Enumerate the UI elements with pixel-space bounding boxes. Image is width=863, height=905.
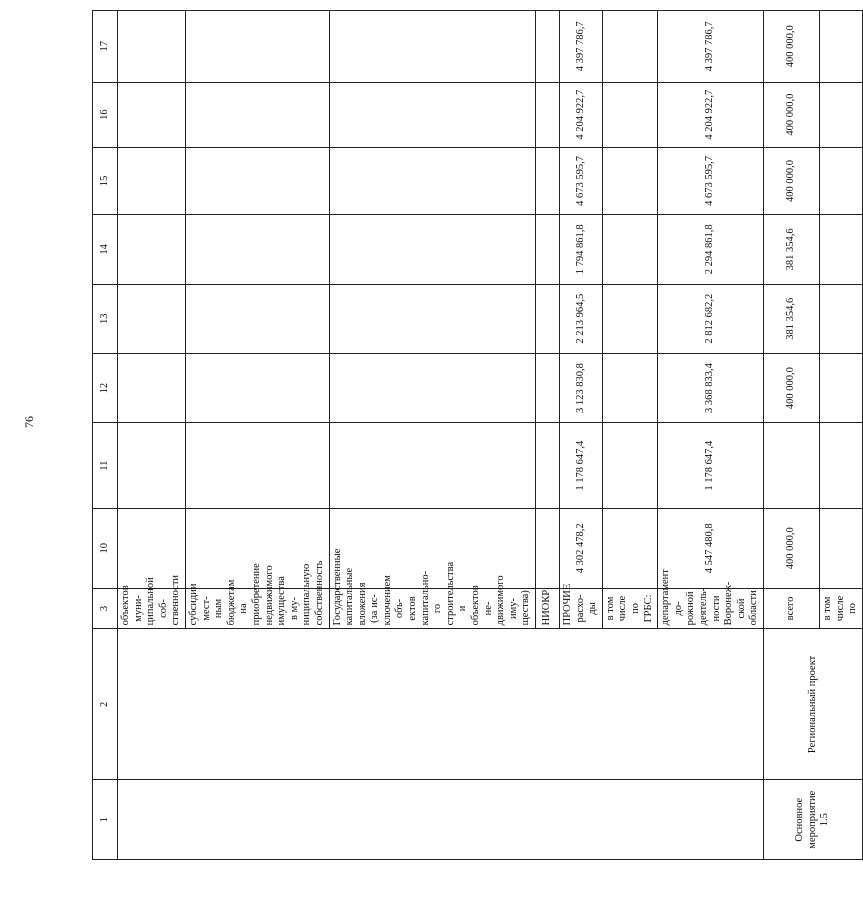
value-cell bbox=[602, 82, 657, 147]
page-number: 76 bbox=[22, 416, 36, 428]
header-cell: 14 bbox=[93, 215, 118, 284]
measure-title-cell: Региональный проект bbox=[763, 629, 862, 780]
value-cell bbox=[819, 82, 862, 147]
value-cell bbox=[602, 147, 657, 214]
value-cell: 4 673 595,7 bbox=[560, 147, 603, 214]
value-cell bbox=[536, 353, 560, 422]
value-cell bbox=[118, 147, 186, 214]
value-cell bbox=[329, 215, 536, 284]
value-cell bbox=[819, 284, 862, 353]
value-cell bbox=[819, 11, 862, 83]
value-cell: 4 204 922,7 bbox=[658, 82, 764, 147]
value-cell bbox=[118, 215, 186, 284]
header-cell: 17 bbox=[93, 11, 118, 83]
header-cell: 2 bbox=[93, 629, 118, 780]
row-label: НИОКР bbox=[536, 588, 560, 629]
value-cell bbox=[329, 82, 536, 147]
value-cell bbox=[118, 284, 186, 353]
value-cell bbox=[118, 82, 186, 147]
header-cell: 1 bbox=[93, 780, 118, 860]
value-cell bbox=[185, 215, 329, 284]
value-cell bbox=[185, 353, 329, 422]
row-label: объектов муни-ципальной соб-ственности bbox=[118, 588, 186, 629]
row-label: всего bbox=[763, 588, 819, 629]
value-cell bbox=[536, 147, 560, 214]
value-cell: 4 204 922,7 bbox=[560, 82, 603, 147]
header-cell: 3 bbox=[93, 588, 118, 629]
value-cell: 381 354,6 bbox=[763, 284, 819, 353]
empty-group-cell bbox=[118, 629, 764, 780]
value-cell bbox=[602, 284, 657, 353]
header-cell: 12 bbox=[93, 353, 118, 422]
value-cell bbox=[329, 11, 536, 83]
header-row bbox=[93, 11, 118, 860]
value-cell bbox=[329, 353, 536, 422]
value-cell: 381 354,6 bbox=[763, 215, 819, 284]
value-cell: 2 213 964,5 bbox=[560, 284, 603, 353]
value-cell: 3 123 830,8 bbox=[560, 353, 603, 422]
value-cell bbox=[602, 215, 657, 284]
measure-name-cell: Основное мероприятие 1.5 bbox=[763, 780, 862, 860]
value-cell: 4 302 478,2 bbox=[560, 508, 603, 588]
value-cell bbox=[118, 423, 186, 509]
value-cell bbox=[602, 11, 657, 83]
value-cell: 400 000,0 bbox=[763, 353, 819, 422]
header-cell: 13 bbox=[93, 284, 118, 353]
row-label: в том числе по ГРБС: bbox=[602, 588, 657, 629]
header-cell: 16 bbox=[93, 82, 118, 147]
value-cell bbox=[819, 423, 862, 509]
row-label: субсидии мест-ным бюджетам на приобретение недвижимого имущества в му-ниципальную собственность bbox=[185, 588, 329, 629]
value-cell bbox=[763, 423, 819, 509]
value-cell: 400 000,0 bbox=[763, 508, 819, 588]
value-cell: 400 000,0 bbox=[763, 82, 819, 147]
row-label: в том числе по bbox=[819, 588, 862, 629]
value-cell bbox=[118, 353, 186, 422]
value-cell bbox=[536, 82, 560, 147]
value-cell: 4 397 786,7 bbox=[658, 11, 764, 83]
header-cell: 15 bbox=[93, 147, 118, 214]
row-label: ПРОЧИЕ расхо-ды bbox=[560, 588, 603, 629]
value-cell: 2 812 682,2 bbox=[658, 284, 764, 353]
table-row bbox=[118, 11, 186, 860]
header-cell: 10 bbox=[93, 508, 118, 588]
value-cell bbox=[118, 11, 186, 83]
value-cell bbox=[185, 82, 329, 147]
value-cell bbox=[536, 284, 560, 353]
table-row bbox=[763, 11, 819, 860]
value-cell bbox=[329, 284, 536, 353]
value-cell bbox=[819, 147, 862, 214]
value-cell: 2 294 861,8 bbox=[658, 215, 764, 284]
value-cell bbox=[185, 284, 329, 353]
value-cell: 400 000,0 bbox=[763, 147, 819, 214]
value-cell bbox=[185, 11, 329, 83]
value-cell: 4 673 595,7 bbox=[658, 147, 764, 214]
row-label: департамент до-рожной деятель-ности Воронеж-ской области bbox=[658, 588, 764, 629]
value-cell bbox=[819, 353, 862, 422]
row-label: Государственные капитальные вложения (за ис-ключением объ-ектов капитально-го строительства и объектов не-движимого иму-щества) bbox=[329, 588, 536, 629]
value-cell: 1 794 861,8 bbox=[560, 215, 603, 284]
value-cell bbox=[185, 147, 329, 214]
value-cell bbox=[536, 11, 560, 83]
value-cell bbox=[602, 508, 657, 588]
value-cell bbox=[536, 423, 560, 509]
rotated-page bbox=[92, 10, 859, 860]
value-cell bbox=[602, 423, 657, 509]
header-cell: 11 bbox=[93, 423, 118, 509]
value-cell: 1 178 647,4 bbox=[560, 423, 603, 509]
value-cell bbox=[329, 423, 536, 509]
value-cell: 3 368 833,4 bbox=[658, 353, 764, 422]
empty-group-cell bbox=[118, 780, 764, 860]
value-cell: 4 397 786,7 bbox=[560, 11, 603, 83]
value-cell: 400 000,0 bbox=[763, 11, 819, 83]
budget-table bbox=[92, 10, 863, 860]
value-cell bbox=[536, 508, 560, 588]
value-cell bbox=[602, 353, 657, 422]
value-cell: 1 178 647,4 bbox=[658, 423, 764, 509]
value-cell: 4 547 480,8 bbox=[658, 508, 764, 588]
value-cell bbox=[819, 508, 862, 588]
value-cell bbox=[329, 147, 536, 214]
value-cell bbox=[536, 215, 560, 284]
value-cell bbox=[819, 215, 862, 284]
value-cell bbox=[185, 423, 329, 509]
